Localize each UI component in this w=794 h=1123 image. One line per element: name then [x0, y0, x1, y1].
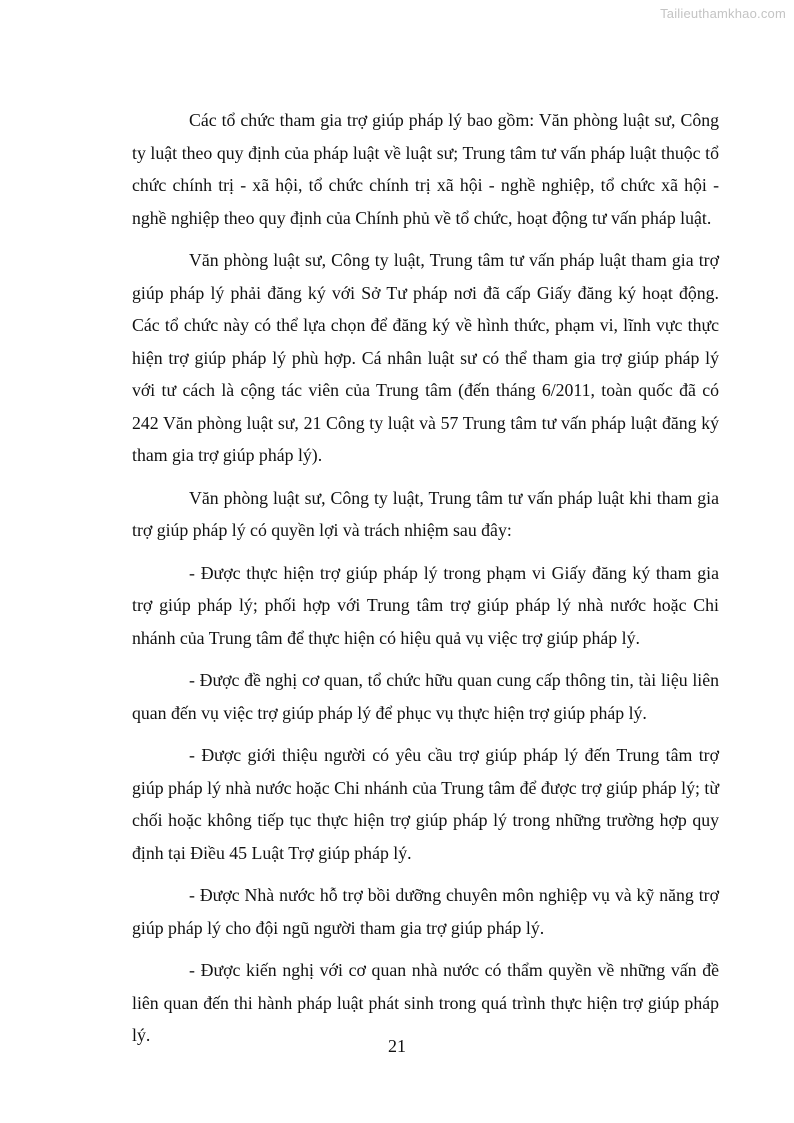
list-item-right-3: - Được giới thiệu người có yêu cầu trợ giúp pháp lý đến Trung tâm trợ giúp pháp lý nhà nước hoặc Chi nhánh của Trung tâm để được trợ giúp pháp lý; từ chối hoặc không tiếp tục thực hiện trợ giúp pháp lý trong những trường hợp quy định tại Điều 45 Luật Trợ giúp pháp lý. — [132, 745, 719, 863]
watermark-text: Tailieuthamkhao.com — [660, 6, 786, 21]
page-number: 21 — [388, 1036, 406, 1056]
paragraph-participating-organizations: Các tổ chức tham gia trợ giúp pháp lý bao gồm: Văn phòng luật sư, Công ty luật theo quy định của pháp luật về luật sư; Trung tâm tư vấn pháp luật thuộc tổ chức chính trị - xã hội, tổ chức chính trị xã hội - nghề nghiệp, tổ chức xã hội - nghề nghiệp theo quy định của Chính phủ về tổ chức, hoạt động tư vấn pháp luật. — [132, 110, 719, 228]
paragraph-rights-intro: Văn phòng luật sư, Công ty luật, Trung tâm tư vấn pháp luật khi tham gia trợ giúp pháp lý có quyền lợi và trách nhiệm sau đây: — [132, 487, 719, 540]
list-item-right-1: - Được thực hiện trợ giúp pháp lý trong phạm vi Giấy đăng ký tham gia trợ giúp pháp lý; phối hợp với Trung tâm trợ giúp pháp lý nhà nước hoặc Chi nhánh của Trung tâm để thực hiện có hiệu quả vụ việc trợ giúp pháp lý. — [132, 562, 719, 648]
list-item-right-2: - Được đề nghị cơ quan, tổ chức hữu quan cung cấp thông tin, tài liệu liên quan đến vụ việc trợ giúp pháp lý để phục vụ thực hiện trợ giúp pháp lý. — [132, 670, 719, 723]
list-item-right-5: - Được kiến nghị với cơ quan nhà nước có thẩm quyền về những vấn đề liên quan đến thi hành pháp luật phát sinh trong quá trình thực hiện trợ giúp pháp lý. — [132, 960, 719, 1045]
list-item-right-4: - Được Nhà nước hỗ trợ bồi dưỡng chuyên môn nghiệp vụ và kỹ năng trợ giúp pháp lý cho đội ngũ người tham gia trợ giúp pháp lý. — [132, 885, 719, 938]
paragraph-registration: Văn phòng luật sư, Công ty luật, Trung tâm tư vấn pháp luật tham gia trợ giúp pháp lý phải đăng ký với Sở Tư pháp nơi đã cấp Giấy đăng ký hoạt động. Các tổ chức này có thể lựa chọn để đăng ký về hình thức, phạm vi, lĩnh vực thực hiện trợ giúp pháp lý phù hợp. Cá nhân luật sư có thể tham gia trợ giúp pháp lý với tư cách là cộng tác viên của Trung tâm (đến tháng 6/2011, toàn quốc đã có 242 Văn phòng luật sư, 21 Công ty luật và 57 Trung tâm tư vấn pháp luật đăng ký tham gia trợ giúp pháp lý). — [132, 250, 719, 465]
document-body — [132, 104, 719, 1052]
